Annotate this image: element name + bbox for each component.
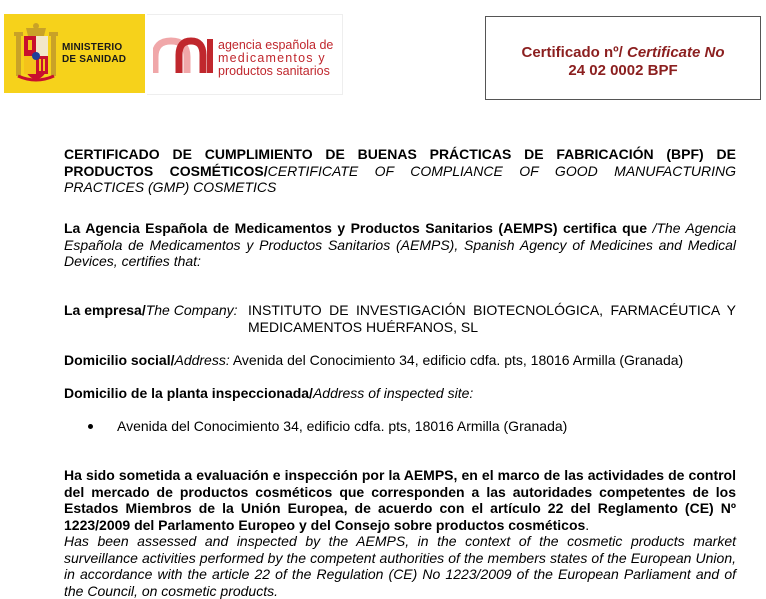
ministry-line-2: DE SANIDAD (62, 54, 127, 65)
title-en: CERTIFICATE OF COMPLIANCE OF GOOD MANUFACTURING PRACTICES (GMP) COSMETICS (64, 162, 737, 195)
company-label (64, 302, 238, 319)
aemps-mark-icon (153, 35, 213, 75)
assessment-en: Has been assessed and inspected by the AEMPS, in the context of the cosmetic products market surveillance activities performed by the competent authorities of the members states of the European Union, in accordance with the article 22 of the Regulation (CE) No 1223/2009 of the European Parliament and of the Council, on cosmetic products. (64, 533, 736, 599)
coat-of-arms-icon (14, 22, 58, 84)
company-label-en: The Company: (145, 302, 238, 318)
assessment-paragraph (64, 467, 736, 599)
agency-logo (147, 14, 343, 95)
address-label-en: Address: (174, 352, 230, 368)
certificate-number-box (485, 16, 761, 100)
certificate-label-es: Certificado nº/ (521, 44, 623, 61)
agency-line-3: productos sanitarios (218, 64, 330, 78)
document-title (64, 146, 736, 196)
ministry-logo (4, 14, 145, 93)
certificate-number: 24 02 0002 BPF (568, 62, 678, 79)
ministry-line-1: MINISTERIO (62, 42, 123, 53)
bullet-icon (88, 424, 93, 429)
agency-line-2: medicamentos y (218, 51, 326, 65)
company-name: INSTITUTO DE INVESTIGACIÓN BIOTECNOLÓGICA, FARMACÉUTICA Y MEDICAMENTOS HUÉRFANOS, SL (248, 302, 736, 335)
ministry-name (62, 42, 126, 66)
site-label-es: Domicilio de la planta inspeccionada/ (64, 385, 313, 401)
inspected-site-address: Avenida del Conocimiento 34, edificio cdfa. pts, 18016 Armilla (Granada) (117, 418, 568, 434)
agency-line-1: agencia española de (218, 38, 334, 52)
site-label-en: Address of inspected site: (312, 385, 474, 401)
address-value: Avenida del Conocimiento 34, edificio cdfa. pts, 18016 Armilla (Granada) (229, 352, 684, 368)
company-label-es: La empresa/ (64, 302, 146, 318)
certificate-label (486, 44, 760, 62)
intro-paragraph (64, 220, 736, 270)
title-es: CERTIFICADO DE CUMPLIMIENTO DE BUENAS PRÁCTICAS DE FABRICACIÓN (BPF) DE PRODUCTOS COSMÉTICOS/ (64, 146, 736, 179)
intro-es: La Agencia Española de Medicamentos y Productos Sanitarios (AEMPS) certifica que (64, 220, 648, 236)
assessment-es: Ha sido sometida a evaluación e inspección por la AEMPS, en el marco de las actividades de control del mercado de productos cosméticos que corresponden a las autoridades competentes de los Estados Miembros de la Unión Europea, de acuerdo con el artículo 22 del Reglamento (CE) Nº 1223/2009 del Parlamento Europeo y del Consejo sobre productos cosméticos (64, 467, 736, 533)
agency-name (218, 39, 333, 78)
intro-en: /The Agencia Española de Medicamentos y Productos Sanitarios (AEMPS), Spanish Agency of Medicines and Medical Devices, certifies that: (64, 220, 737, 269)
address-label-es: Domicilio social/ (64, 352, 175, 368)
address-line (64, 352, 736, 369)
assessment-es-end: . (585, 516, 590, 533)
inspected-site-heading (64, 385, 736, 402)
certificate-label-en: Certificate No (626, 44, 725, 61)
